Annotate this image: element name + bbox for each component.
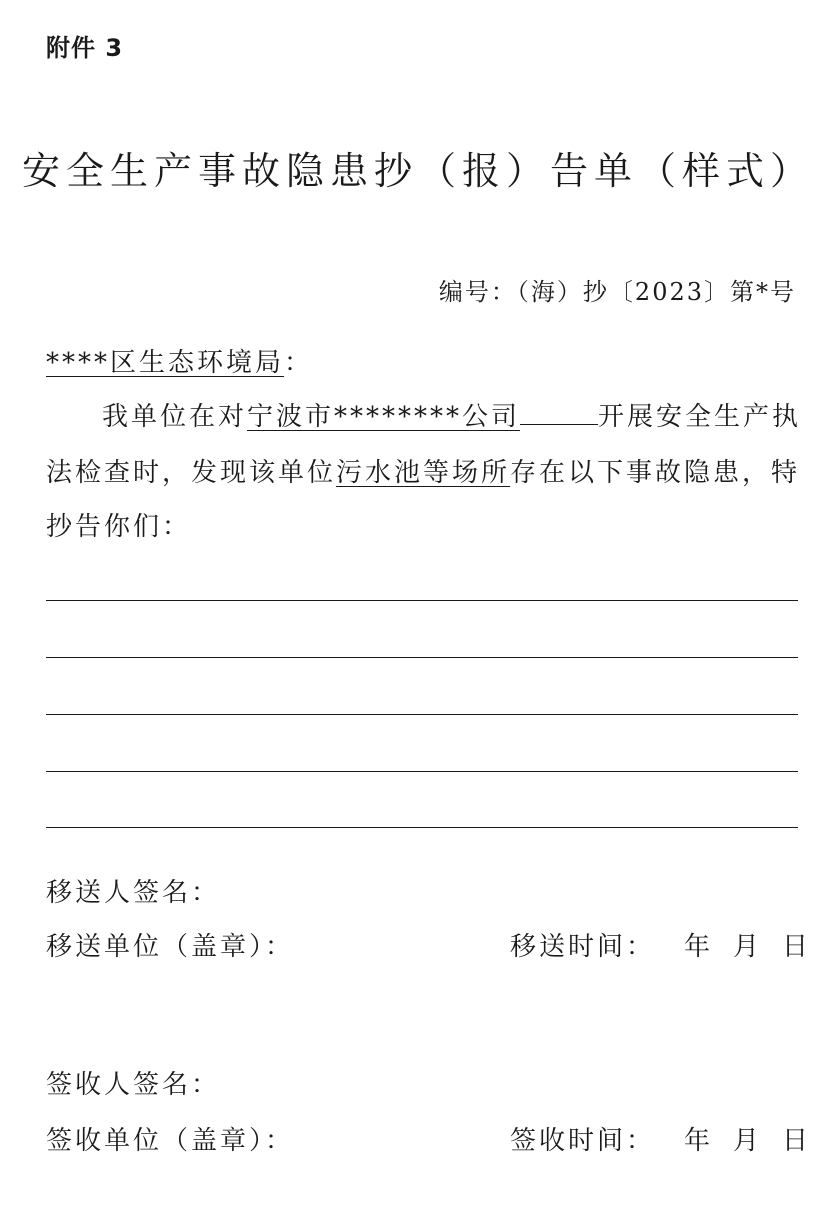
transfer-date — [684, 926, 831, 963]
transfer-day: 日 — [782, 932, 812, 962]
receipt-signer-label: 签收人签名： — [46, 1070, 221, 1100]
transfer-time-label: 移送时间： — [510, 932, 656, 962]
receipt-day: 日 — [782, 1126, 812, 1156]
receipt-year: 年 — [684, 1126, 714, 1156]
company-name: 宁波市********公司 — [247, 402, 521, 432]
hazard-fill-line-4 — [46, 771, 798, 772]
hazard-fill-line-2 — [46, 657, 798, 658]
transfer-year: 年 — [684, 932, 714, 962]
recipient-line — [46, 342, 313, 379]
body-paragraph-line-1 — [102, 396, 801, 433]
receipt-time-label: 签收时间： — [510, 1126, 656, 1156]
document-number: 编号：（海）抄〔2023〕第*号 — [438, 278, 796, 306]
hazard-fill-line-3 — [46, 714, 798, 715]
body-text-suffix: 存在以下事故隐患，特 — [510, 458, 801, 488]
body-paragraph-line-2 — [46, 452, 800, 489]
receipt-month: 月 — [733, 1126, 763, 1156]
inspection-place: 污水池等场所 — [336, 458, 511, 488]
transfer-month: 月 — [733, 932, 763, 962]
body-text-suffix: 开展安全生产执 — [598, 402, 802, 432]
receipt-date — [684, 1120, 831, 1157]
hazard-fill-line-1 — [46, 600, 798, 601]
recipient-name: ****区生态环境局 — [46, 348, 285, 378]
body-text-prefix: 我单位在对 — [102, 402, 248, 432]
recipient-colon: ： — [284, 348, 314, 378]
attachment-label: 附件 3 — [46, 34, 124, 62]
body-paragraph-line-3: 抄告你们： — [46, 512, 192, 542]
transfer-unit-label: 移送单位（盖章）： — [46, 932, 295, 962]
body-text-prefix: 法检查时，发现该单位 — [46, 458, 337, 488]
transfer-signer-label: 移送人签名： — [46, 878, 221, 908]
company-blank-underline — [520, 400, 598, 425]
hazard-fill-line-5 — [46, 827, 798, 828]
receipt-unit-label: 签收单位（盖章）： — [46, 1126, 295, 1156]
document-title: 安全生产事故隐患抄（报）告单（样式） — [21, 149, 814, 193]
